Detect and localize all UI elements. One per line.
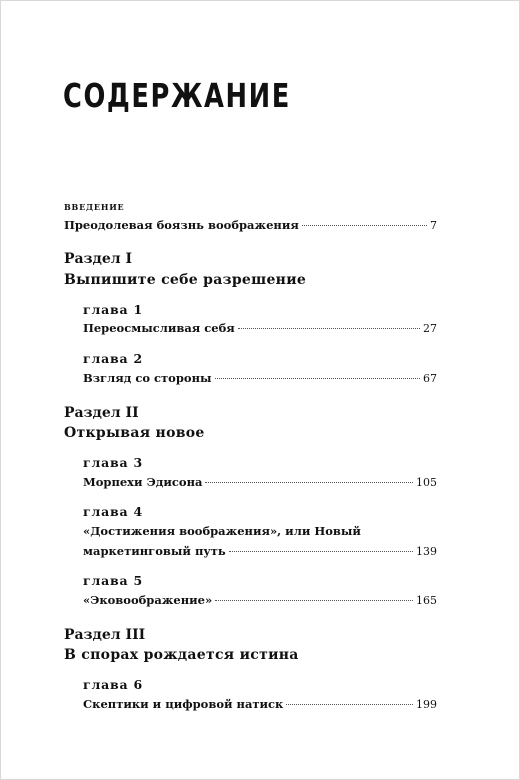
section-title: Выпишите себе разрешение — [64, 272, 307, 288]
entry-text: маркетинговый путь — [83, 544, 226, 558]
page-number: 165 — [416, 594, 437, 607]
entry-text-line-1[interactable]: «Достижения воображения», или Новый — [83, 524, 361, 538]
page-number: 27 — [423, 322, 437, 335]
section-label: Раздел I — [64, 251, 133, 267]
entry-text: Взгляд со стороны — [83, 371, 212, 385]
section-title: В спорах рождается истина — [64, 647, 299, 663]
dot-leader — [229, 551, 413, 552]
toc-entry-chapter-4[interactable] — [83, 544, 437, 560]
intro-label: введение — [64, 199, 125, 213]
dot-leader — [205, 482, 413, 483]
toc-entry-chapter-3[interactable] — [83, 475, 437, 491]
toc-entry-chapter-1[interactable] — [83, 321, 437, 337]
page-number: 105 — [416, 476, 437, 489]
dot-leader — [215, 600, 413, 601]
entry-text: «Эковоображение» — [83, 593, 213, 607]
chapter-label: глава 1 — [83, 302, 144, 317]
dot-leader — [215, 378, 420, 379]
page-number: 7 — [430, 219, 437, 232]
toc-entry-chapter-6[interactable] — [83, 697, 437, 713]
chapter-label: глава 6 — [83, 677, 144, 692]
toc-entry-chapter-2[interactable] — [83, 371, 437, 387]
toc-entry-intro[interactable] — [64, 218, 437, 234]
entry-text: Переосмысливая себя — [83, 321, 235, 335]
section-label: Раздел III — [64, 627, 146, 643]
page-number: 67 — [423, 372, 437, 385]
toc-entry-chapter-5[interactable] — [83, 593, 437, 609]
section-title: Открывая новое — [64, 425, 205, 441]
chapter-label: глава 5 — [83, 573, 144, 588]
dot-leader — [238, 328, 420, 329]
entry-text: Морпехи Эдисона — [83, 475, 203, 489]
dot-leader — [302, 225, 427, 226]
chapter-label: глава 2 — [83, 351, 144, 366]
entry-text: Скептики и цифровой натиск — [83, 697, 284, 711]
entry-text: Преодолевая боязнь воображения — [64, 218, 299, 232]
chapter-label: глава 3 — [83, 455, 144, 470]
page-title: СОДЕРЖАНИЕ — [63, 76, 291, 115]
page-number: 139 — [416, 545, 437, 558]
chapter-label: глава 4 — [83, 504, 144, 519]
dot-leader — [286, 704, 413, 705]
section-label: Раздел II — [64, 405, 139, 421]
page-number: 199 — [416, 698, 437, 711]
